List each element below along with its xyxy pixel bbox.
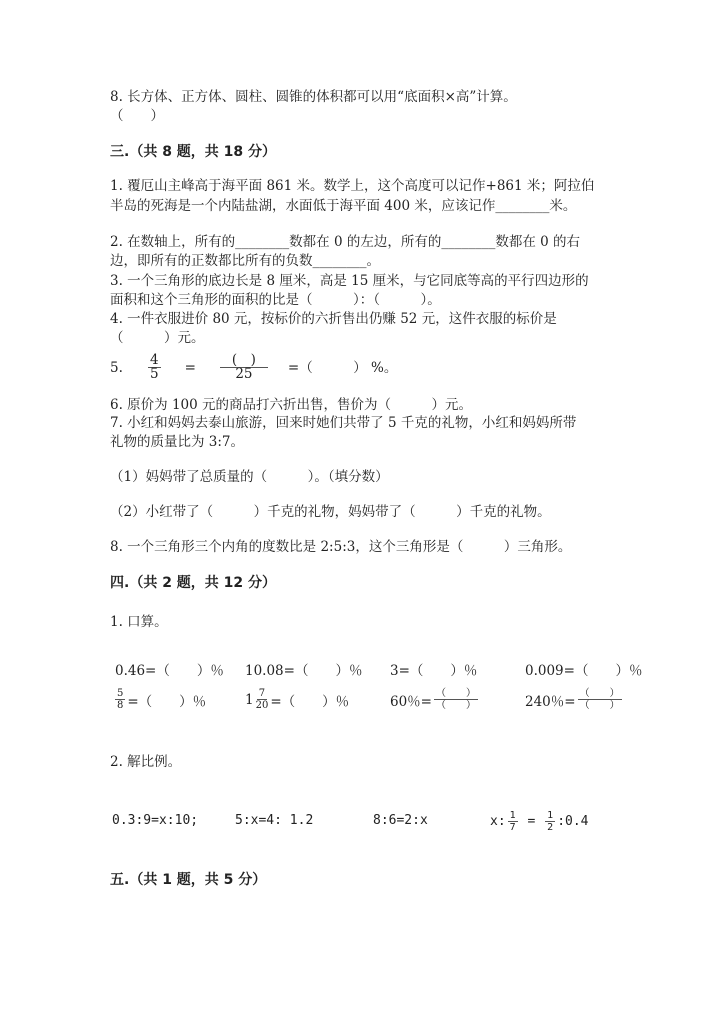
numerator: 1 — [547, 810, 554, 821]
whole-number: 1 — [245, 691, 254, 708]
denominator: 20 — [255, 700, 269, 711]
fraction — [115, 688, 125, 711]
calc-item — [390, 688, 480, 711]
question-text: （1）妈妈带了总质量的（ ）。（填分数） — [110, 469, 389, 485]
question-text: 3. 一个三角形的底边长是 8 厘米，高是 15 厘米，与它同底等高的平行四边形的 — [110, 273, 589, 289]
question-text: 2. 解比例。 — [110, 754, 182, 770]
fraction — [578, 688, 622, 711]
numerator: 7 — [258, 688, 266, 699]
question-text: 6. 原价为 100 元的商品打六折出售，售价为（ ）元。 — [110, 397, 473, 413]
calc-head: 240％= — [525, 693, 576, 710]
calc-item — [113, 688, 206, 711]
denominator: （ ） — [436, 700, 476, 711]
question-text: 半岛的死海是一个内陆盐湖，水面低于海平面 400 米，应该记作________米。 — [110, 198, 577, 214]
denominator: 7 — [509, 822, 516, 833]
calc-item — [245, 688, 349, 711]
question-tail: =（ ） %。 — [287, 359, 398, 376]
fraction — [434, 688, 478, 711]
denominator: 8 — [117, 700, 124, 711]
calc-head: 60％= — [390, 693, 432, 710]
denominator: 5 — [150, 366, 159, 382]
question-5 — [110, 354, 397, 381]
calc-item: 0.46=（ ）％ — [115, 663, 224, 679]
section-heading: 三.（共 8 题，共 18 分） — [110, 144, 277, 160]
question-text: 边，即所有的正数都比所有的负数________。 — [110, 253, 380, 269]
calc-item: 0.009=（ ）％ — [525, 663, 643, 679]
fraction — [148, 354, 161, 381]
question-text: 礼物的质量比为 3:7。 — [110, 434, 245, 450]
section-heading: 四.（共 2 题，共 12 分） — [110, 575, 277, 591]
fraction — [256, 688, 269, 711]
numerator: （ ） — [579, 688, 620, 699]
question-text: 1. 覆厄山主峰高于海平面 861 米。数学上，这个高度可以记作+861 米；阿拉伯 — [110, 178, 595, 194]
numerator: 4 — [150, 352, 159, 368]
numerator: 1 — [509, 810, 516, 821]
equals: = — [519, 814, 544, 829]
fraction — [220, 354, 268, 381]
calc-tail: =（ ）％ — [270, 693, 350, 710]
denominator: 25 — [235, 366, 253, 382]
numerator: ( ) — [220, 354, 268, 368]
fraction — [508, 810, 518, 833]
question-number: 5. — [110, 359, 123, 376]
denominator: （ ） — [579, 700, 620, 711]
answer-blank: （ ） — [110, 108, 164, 124]
proportion-item: 0.3:9=x:10; — [112, 813, 199, 828]
denominator: 2 — [547, 822, 554, 833]
section-heading: 五.（共 1 题，共 5 分） — [110, 872, 267, 888]
calc-tail: =（ ）％ — [127, 693, 207, 710]
question-text: 2. 在数轴上，所有的________数都在 0 的左边，所有的________数都在 0 的右 — [110, 234, 581, 250]
numerator: 5 — [117, 688, 124, 699]
proportion-tail: :0.4 — [557, 814, 589, 829]
calc-item: 3=（ ）％ — [390, 663, 478, 679]
question-text: 面积和这个三角形的面积的比是（ ）：（ ）。 — [110, 292, 441, 308]
question-text: 8. 长方体、正方体、圆柱、圆锥的体积都可以用“底面积×高”计算。 — [110, 89, 517, 105]
numerator: （ ） — [436, 688, 476, 699]
question-text: （2）小红带了（ ）千克的礼物，妈妈带了（ ）千克的礼物。 — [110, 504, 551, 520]
calc-item — [525, 688, 624, 711]
proportion-item: 5:x=4: 1.2 — [235, 813, 314, 828]
question-text: 7. 小红和妈妈去泰山旅游，回来时她们共带了 5 千克的礼物，小红和妈妈所带 — [110, 415, 577, 431]
proportion-item — [490, 810, 589, 833]
proportion-head: x: — [490, 814, 506, 829]
question-text: 4. 一件衣服进价 80 元，按标价的六折售出仍赚 52 元，这件衣服的标价是 — [110, 311, 557, 327]
question-text: 1. 口算。 — [110, 614, 168, 630]
calc-item: 10.08=（ ）％ — [245, 663, 363, 679]
question-text: 8. 一个三角形三个内角的度数比是 2:5:3，这个三角形是（ ）三角形。 — [110, 539, 572, 555]
fraction — [545, 810, 555, 833]
equals: = — [184, 359, 196, 376]
proportion-item: 8:6=2:x — [373, 813, 428, 828]
question-text: （ ）元。 — [110, 330, 205, 346]
